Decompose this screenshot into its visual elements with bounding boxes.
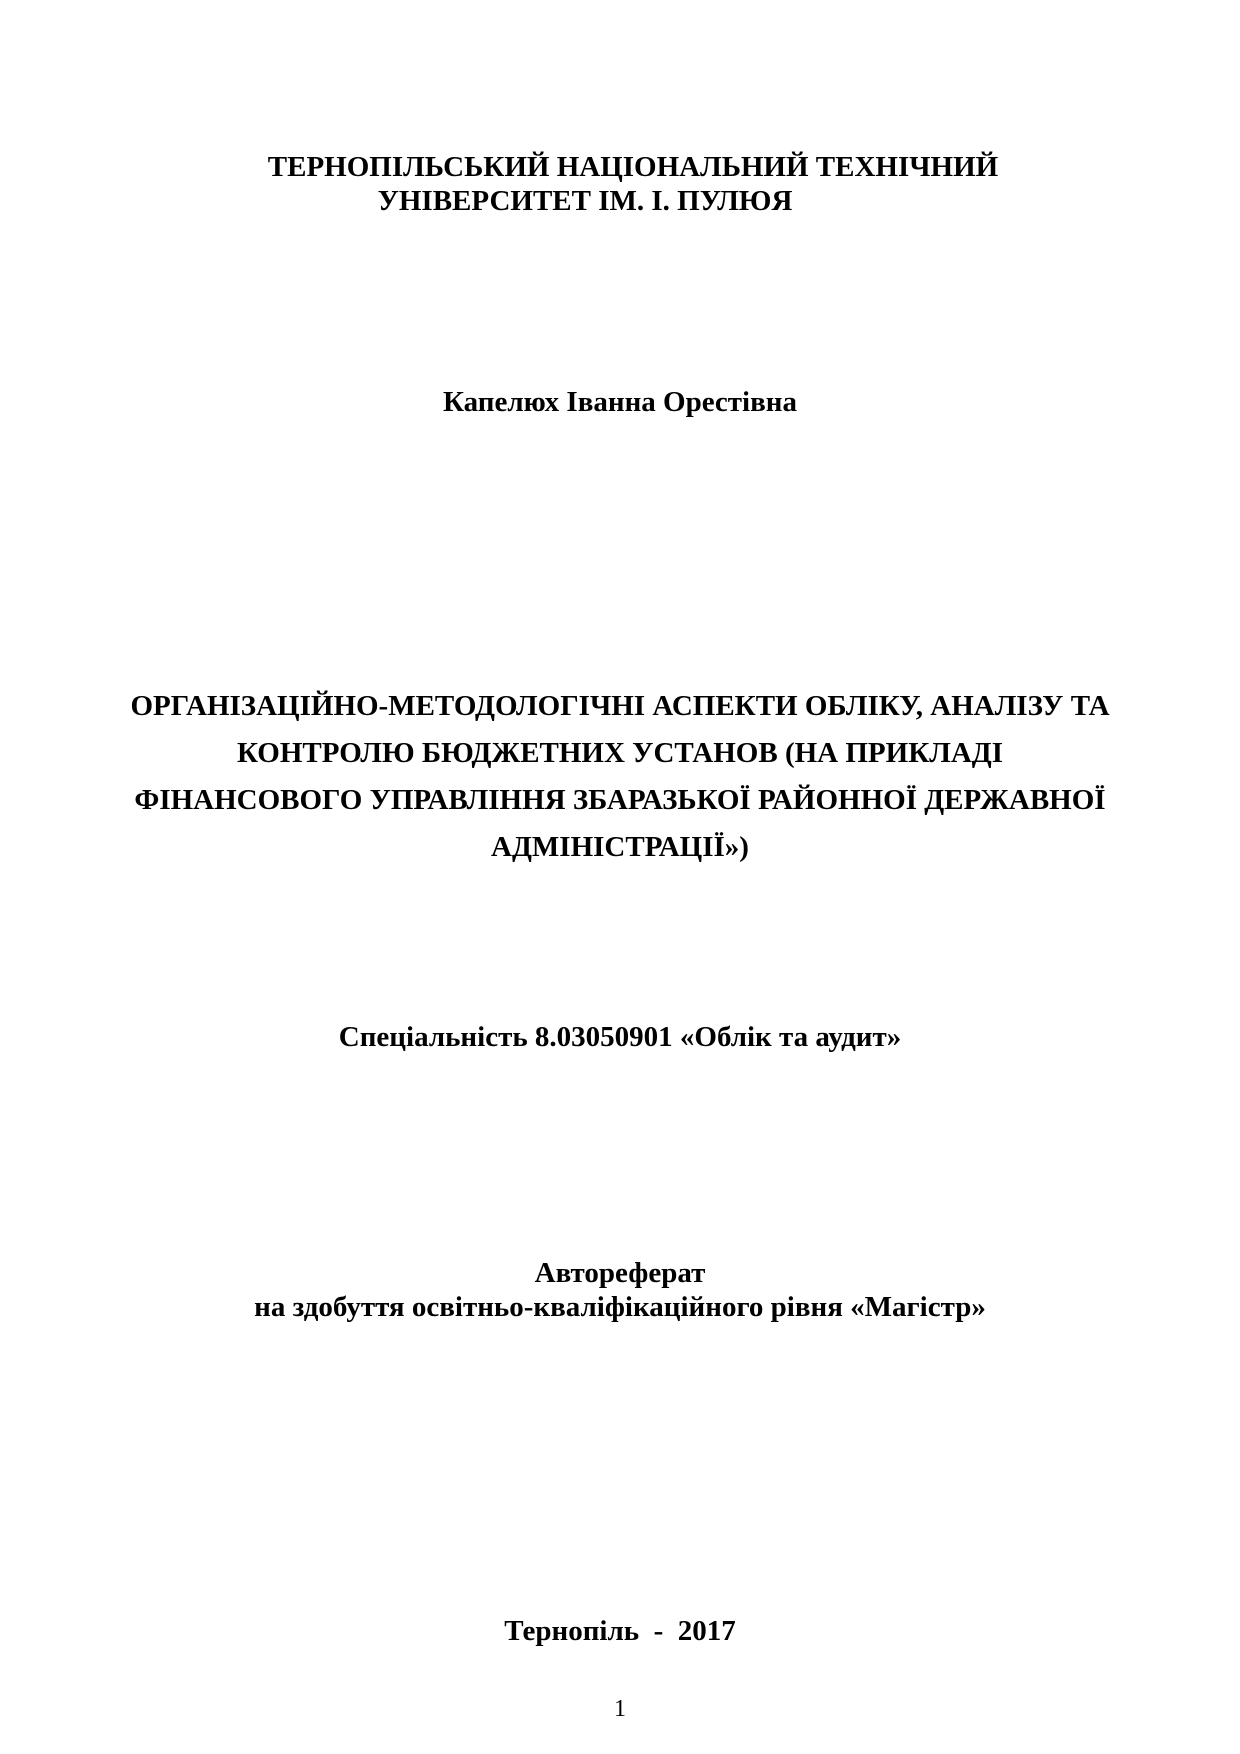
thesis-title-line-4: АДМІНІСТРАЦІЇ»)	[491, 831, 749, 863]
thesis-title-line-2: КОНТРОЛЮ БЮДЖЕТНИХ УСТАНОВ (НА ПРИКЛАДІ	[236, 737, 1004, 769]
page-number: 1	[614, 1696, 626, 1722]
city-year: Тернопіль - 2017	[504, 1615, 736, 1647]
author-name: Капелюх Іванна Орестівна	[443, 386, 797, 418]
abstract-heading: Автореферат	[534, 1257, 706, 1289]
abstract-label	[0, 1256, 1240, 1324]
abstract-subheading: на здобуття освітньо-кваліфікаційного рівня «Магістр»	[254, 1291, 986, 1323]
thesis-title-line-3: ФІНАНСОВОГО УПРАВЛІННЯ ЗБАРАЗЬКОЇ РАЙОННОЇ ДЕРЖАВНОЇ	[134, 784, 1106, 816]
university-name-line-1: ТЕРНОПІЛЬСЬКИЙ НАЦІОНАЛЬНИЙ ТЕХНІЧНИЙ	[267, 151, 999, 183]
university-name	[0, 150, 1240, 218]
thesis-title	[0, 683, 1240, 871]
university-name-line-2: УНІВЕРСИТЕТ ІМ. І. ПУЛЮЯ	[377, 185, 793, 217]
thesis-title-line-1: ОРГАНІЗАЦІЙНО-МЕТОДОЛОГІЧНІ АСПЕКТИ ОБЛІКУ, АНАЛІЗУ ТА	[130, 690, 1110, 722]
specialty: Спеціальність 8.03050901 «Облік та аудит»	[338, 1021, 902, 1053]
